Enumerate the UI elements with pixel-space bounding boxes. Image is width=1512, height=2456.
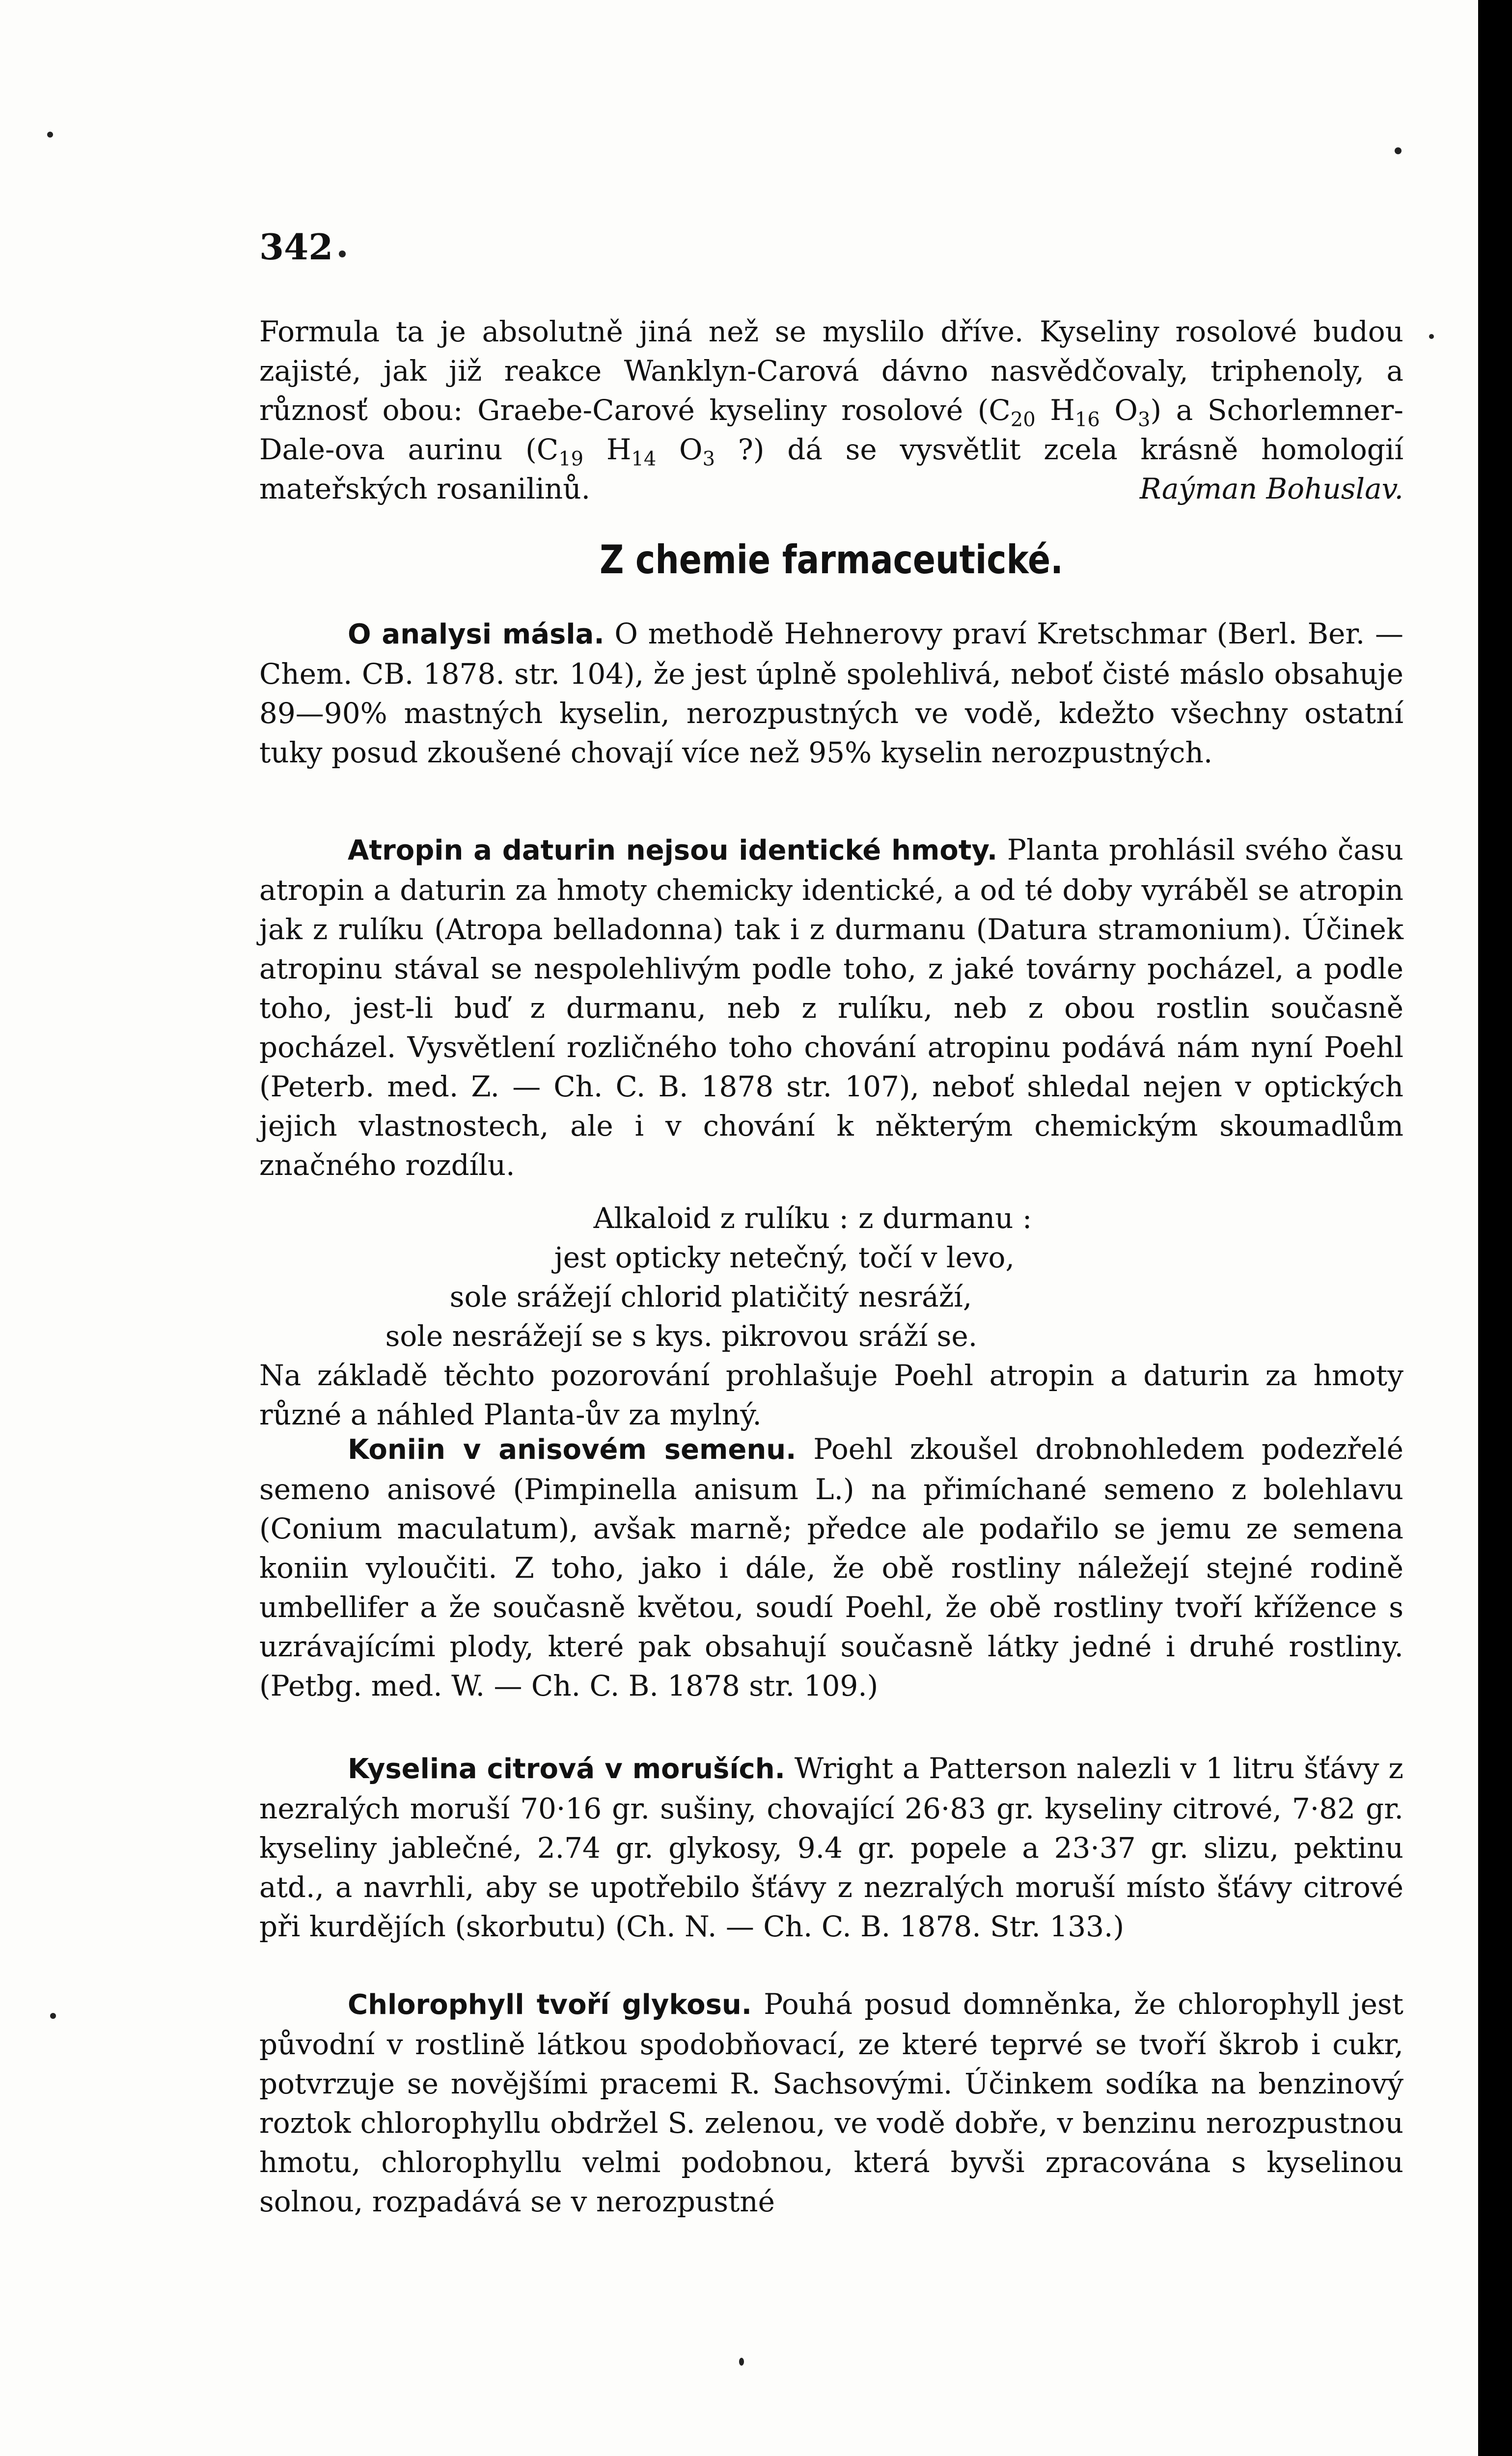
article-heading: Chlorophyll tvoří glykosu.	[348, 1989, 752, 2021]
article-citric	[259, 1749, 1403, 1946]
speck	[739, 2358, 744, 2366]
scan-edge	[1478, 0, 1512, 2456]
table-row: Alkaloid z rulíku : z durmanu :	[593, 1201, 1032, 1235]
page-number: 342	[259, 226, 333, 268]
article-body: O methodě Hehnerovy praví Kretschmar (Berl. Ber. — Chem. CB. 1878. str. 104), že jest úplně spolehlivá, neboť čisté máslo obsahuje 89—90% mastných kyselin, nerozpustných ve vodě, kdežto všechny ostatní tuky posud zkoušené chovají více než 95% kyselin nerozpustných.	[259, 617, 1403, 769]
article-chlorophyll	[259, 1984, 1403, 2221]
article-atropin	[259, 830, 1403, 1185]
intro-paragraph: Formula ta je absolutně jiná než se myslilo dříve. Kyseliny rosolové budou zajisté, jak již reakce Wanklyn-Carová dávno nasvědčovaly, triphenoly, a různosť obou: Graebe-Carové kyseliny rosolové ($C_{20}$ $H_{16}$ $O_3$) a Schorlemner-Dale-ova aurinu ($C_{19}$ $H_{14}$ $O_3$ ?) dá se vysvětlit zcela krásně homologií mateřských rosanilinů. Raýman Bohuslav.	[259, 312, 1403, 508]
article-body: Poehl zkoušel drobnohledem podezřelé semeno anisové (Pimpinella anisum L.) na přimíchané semeno z bolehlavu (Conium maculatum), avšak marně; předce ale podařilo se jemu ze semena koniin vyloučiti. Z toho, jako i dále, že obě rostliny náležejí stejné rodině umbellifer a že současně květou, soudí Poehl, že obě rostliny tvoří křížence s uzrávajícími plody, které pak obsahují současně látky jedné i druhé rostliny. (Petbg. med. W. — Ch. C. B. 1878 str. 109.)	[259, 1432, 1403, 1702]
table-row: sole srážejí chlorid platičitý nesráží,	[449, 1280, 972, 1313]
speck	[1395, 147, 1402, 154]
article-heading: Atropin a daturin nejsou identické hmoty.	[348, 835, 998, 866]
article-heading: O analysi másla.	[348, 618, 605, 650]
speck	[47, 132, 53, 138]
article-heading: Kyselina citrová v moruších.	[348, 1753, 785, 1785]
section-title: Z chemie farmaceutické.	[600, 537, 1063, 583]
speck	[1429, 334, 1434, 339]
article-heading: Koniin v anisovém semenu.	[348, 1434, 797, 1466]
article-body: Planta prohlásil svého času atropin a daturin za hmoty chemicky identické, a od té doby vyráběl se atropin jak z rulíku (Atropa belladonna) tak i z durmanu (Datura stramonium). Účinek atropinu stával se nespolehlivým podle toho, z jaké továrny pocházel, a podle toho, jest-li buď z durmanu, neb z rulíku, neb z obou rostlin současně pocházel. Vysvětlení rozličného toho chování atropinu podává nám nyní Poehl (Peterb. med. Z. — Ch. C. B. 1878 str. 107), neboť shledal nejen v optických jejich vlastnostech, ale i v chování k některým chemickým skoumadlům značného rozdílu.	[259, 833, 1403, 1182]
signature: Raýman Bohuslav.	[1139, 472, 1403, 505]
comparison-table	[259, 1199, 1403, 1434]
comparison-conclusion: Na základě těchto pozorování prohlašuje Poehl atropin a daturin za hmoty různé a náhled Planta-ův za mylný.	[259, 1359, 1403, 1431]
article-koniin	[259, 1429, 1403, 1705]
article-body: Wright a Patterson nalezli v 1 litru šťávy z nezralých moruší 70·16 gr. sušiny, chovající 26·83 gr. kyseliny citrové, 7·82 gr. kyseliny jablečné, 2.74 gr. glykosy, 9.4 gr. popele a 23·37 gr. slizu, pektinu atd., a navrhli, aby se upotřebilo šťávy z nezralých moruší místo šťávy citrové při kurdějích (skorbutu) (Ch. N. — Ch. C. B. 1878. Str. 133.)	[259, 1752, 1403, 1943]
speck	[339, 251, 346, 257]
speck	[50, 2013, 56, 2019]
article-butter	[259, 614, 1403, 772]
table-row: jest opticky netečný, točí v levo,	[554, 1241, 1015, 1274]
article-body: Pouhá posud domněnka, že chlorophyll jest původní v rostlině látkou spodobňovací, ze které teprvé se tvoří škrob i cukr, potvrzuje se novějšími pracemi R. Sachsovými. Účinkem sodíka na benzinový roztok chlorophyllu obdržel S. zelenou, ve vodě dobře, v benzinu nerozpustnou hmotu, chlorophyllu velmi podobnou, která byvši zpracována s kyselinou solnou, rozpadává se v nerozpustné	[259, 1987, 1403, 2218]
table-row: sole nesrážejí se s kys. pikrovou sráží se.	[385, 1319, 978, 1353]
